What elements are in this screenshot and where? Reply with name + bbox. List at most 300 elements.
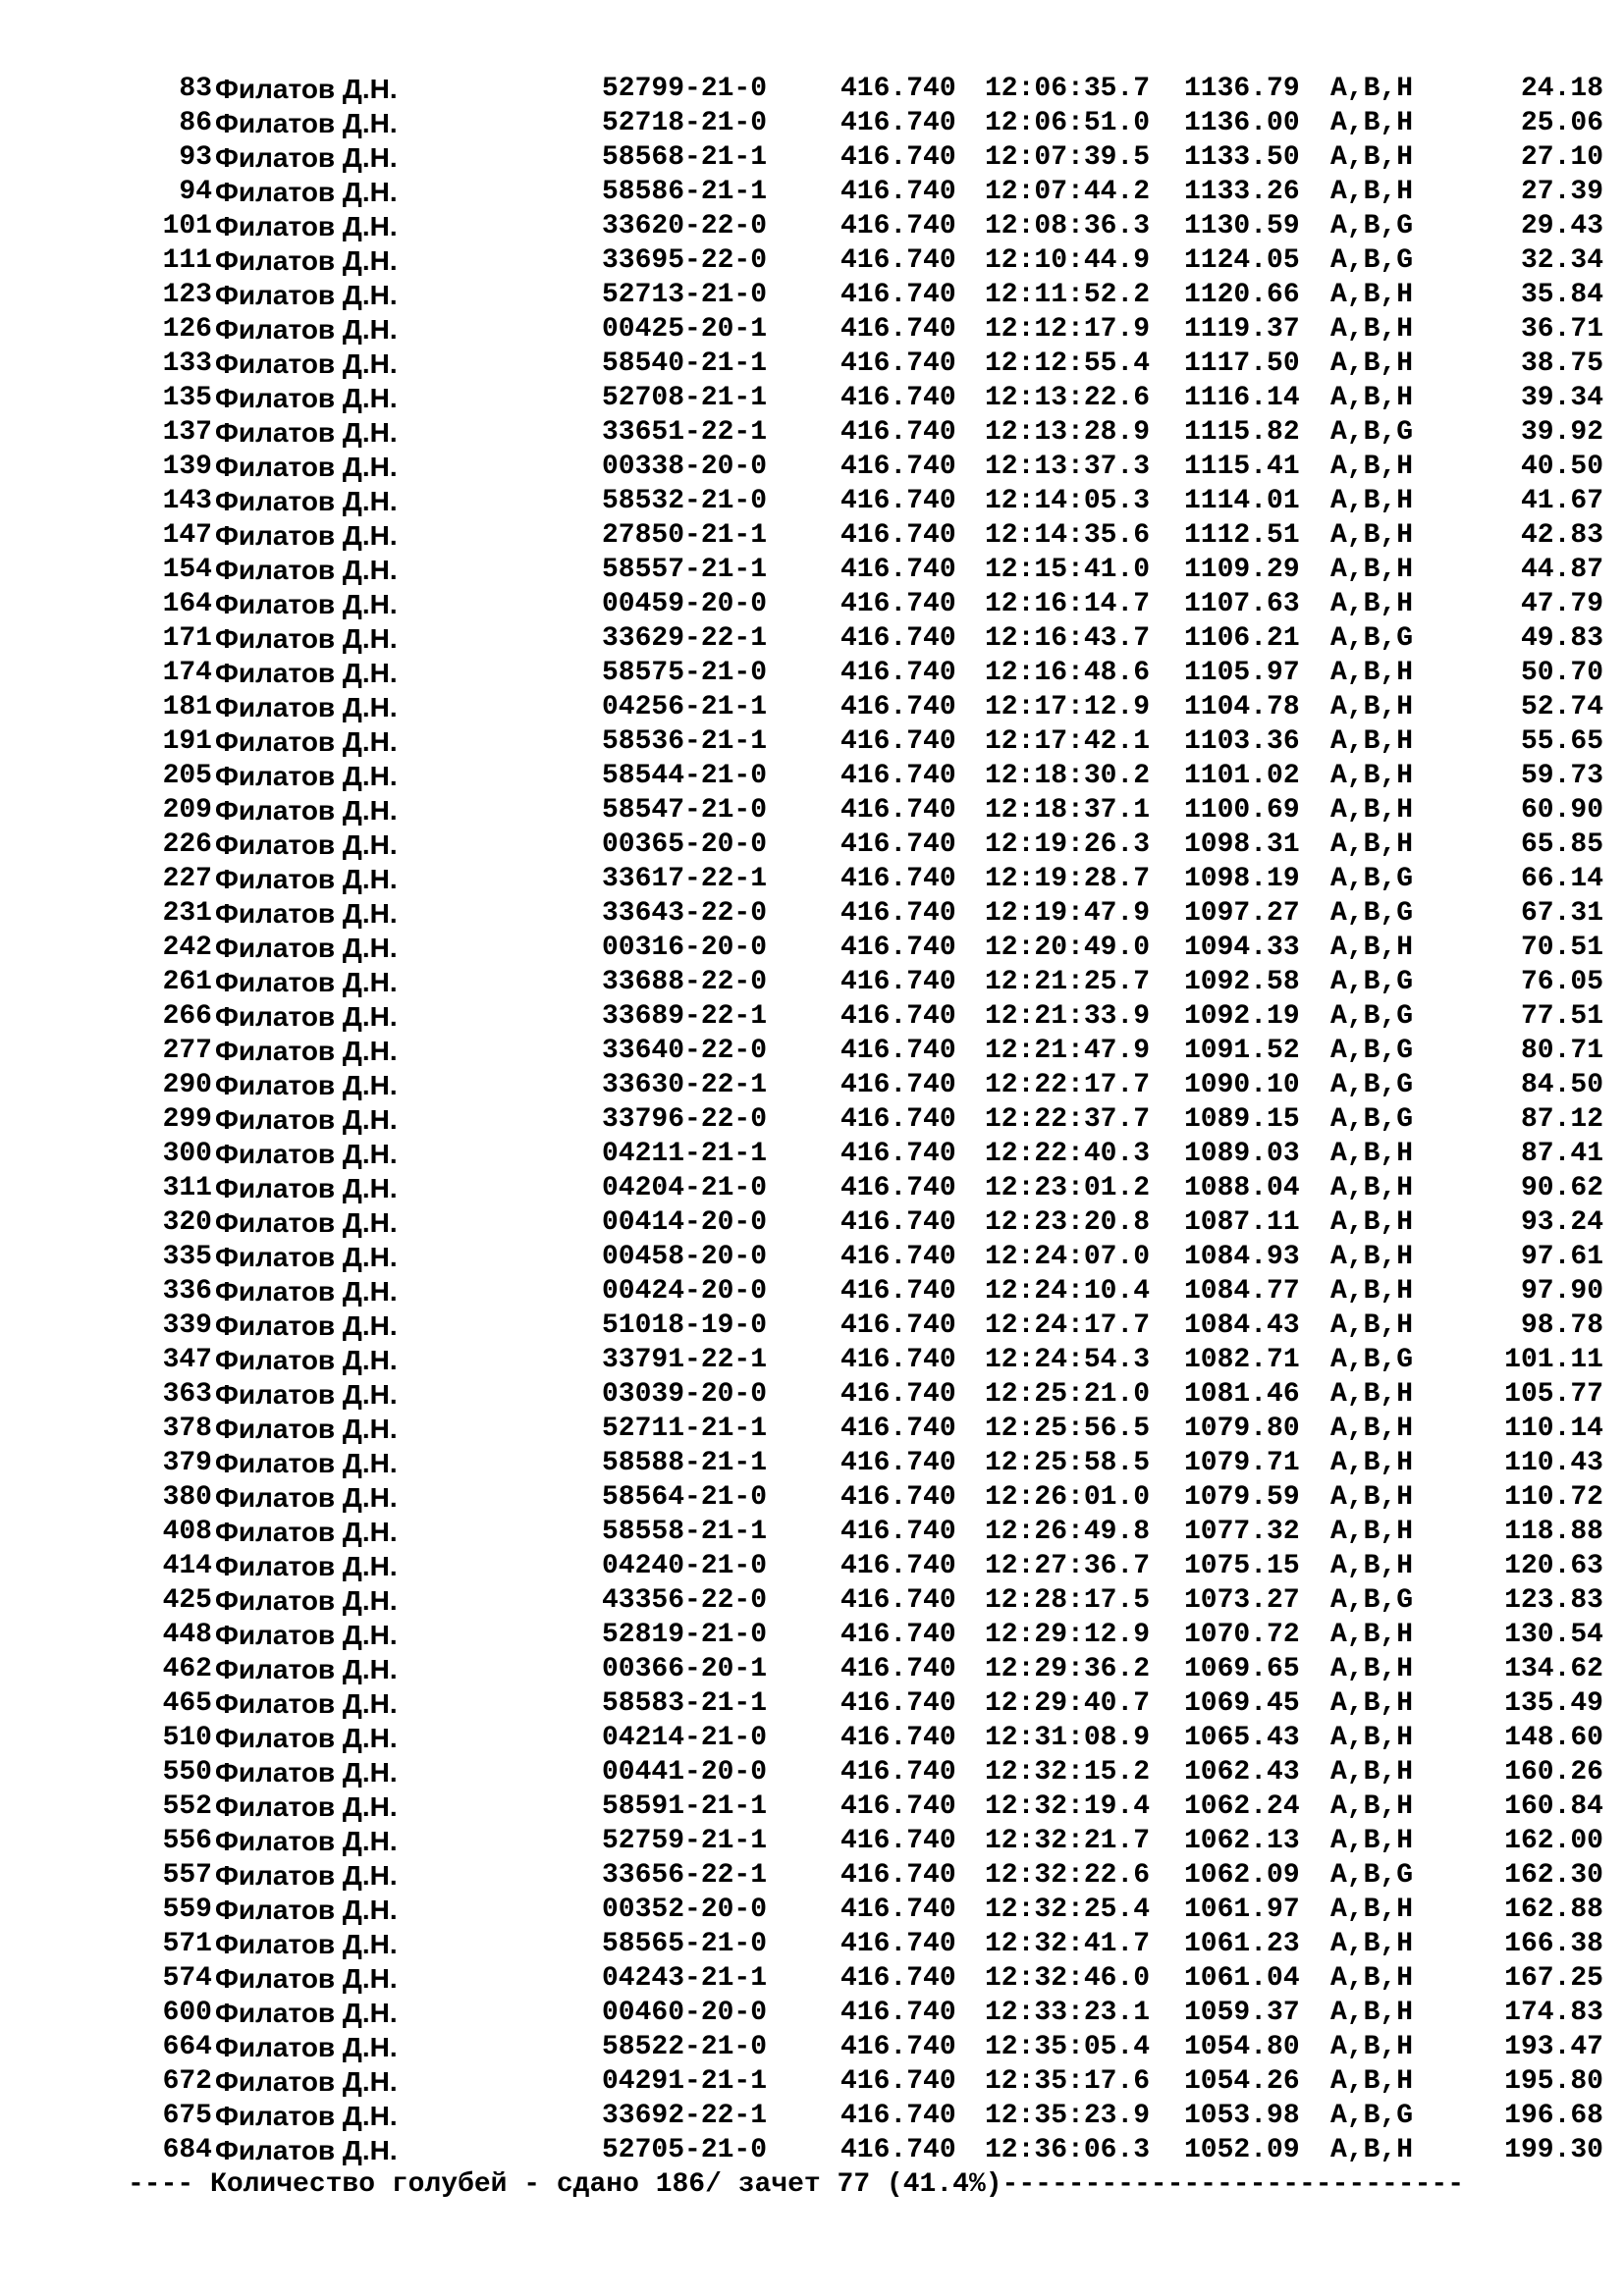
ring-number-cell: 04256-21-1	[602, 692, 768, 722]
arrival-time-cell: 12:32:21.7	[985, 1826, 1151, 1856]
fancier-name-cell: Филатов Д.Н.	[215, 1139, 398, 1169]
category-cell: A,B,G	[1330, 864, 1414, 894]
fancier-name-cell: Филатов Д.Н.	[215, 967, 398, 997]
coefficient-cell: 160.84	[1504, 1791, 1603, 1822]
distance-cell: 416.740	[840, 2135, 956, 2165]
table-row	[0, 965, 1624, 999]
arrival-time-cell: 12:26:49.8	[985, 1517, 1151, 1547]
arrival-time-cell: 12:32:41.7	[985, 1929, 1151, 1959]
ring-number-cell: 58575-21-0	[602, 658, 768, 688]
fancier-name-cell: Филатов Д.Н.	[215, 280, 398, 310]
ring-number-cell: 00338-20-0	[602, 452, 768, 482]
fancier-name-cell: Филатов Д.Н.	[215, 1998, 398, 2028]
arrival-time-cell: 12:29:36.2	[985, 1654, 1151, 1684]
coefficient-cell: 65.85	[1520, 829, 1603, 860]
ring-number-cell: 52713-21-0	[602, 280, 768, 310]
fancier-name-cell: Филатов Д.Н.	[215, 1757, 398, 1788]
ring-number-cell: 33640-22-0	[602, 1036, 768, 1066]
distance-cell: 416.740	[840, 108, 956, 138]
table-row	[0, 106, 1624, 140]
coefficient-cell: 47.79	[1520, 589, 1603, 619]
ring-number-cell: 00424-20-0	[602, 1276, 768, 1307]
category-cell: A,B,H	[1330, 348, 1414, 379]
fancier-name-cell: Филатов Д.Н.	[215, 486, 398, 516]
coefficient-cell: 101.11	[1504, 1345, 1603, 1375]
fancier-name-cell: Филатов Д.Н.	[215, 177, 398, 207]
place-cell: 559	[162, 1895, 212, 1925]
fancier-name-cell: Филатов Д.Н.	[215, 245, 398, 276]
table-row	[0, 175, 1624, 209]
distance-cell: 416.740	[840, 1276, 956, 1307]
ring-number-cell: 52708-21-1	[602, 383, 768, 413]
ring-number-cell: 33791-22-1	[602, 1345, 768, 1375]
fancier-name-cell: Филатов Д.Н.	[215, 829, 398, 860]
fancier-name-cell: Филатов Д.Н.	[215, 1791, 398, 1822]
category-cell: A,B,H	[1330, 829, 1414, 860]
category-cell: A,B,G	[1330, 245, 1414, 276]
coefficient-cell: 90.62	[1520, 1173, 1603, 1203]
coefficient-cell: 44.87	[1520, 555, 1603, 585]
fancier-name-cell: Филатов Д.Н.	[215, 1173, 398, 1203]
ring-number-cell: 00365-20-0	[602, 829, 768, 860]
coefficient-cell: 87.41	[1520, 1139, 1603, 1169]
place-cell: 299	[162, 1104, 212, 1135]
arrival-time-cell: 12:22:17.7	[985, 1070, 1151, 1100]
distance-cell: 416.740	[840, 211, 956, 241]
ring-number-cell: 52718-21-0	[602, 108, 768, 138]
distance-cell: 416.740	[840, 1860, 956, 1891]
speed-cell: 1061.04	[1184, 1963, 1300, 1994]
coefficient-cell: 97.90	[1520, 1276, 1603, 1307]
fancier-name-cell: Филатов Д.Н.	[215, 1654, 398, 1684]
distance-cell: 416.740	[840, 1001, 956, 1032]
place-cell: 135	[162, 383, 212, 413]
arrival-time-cell: 12:16:43.7	[985, 623, 1151, 654]
fancier-name-cell: Филатов Д.Н.	[215, 658, 398, 688]
table-row	[0, 1893, 1624, 1927]
category-cell: A,B,H	[1330, 177, 1414, 207]
speed-cell: 1054.26	[1184, 2066, 1300, 2097]
ring-number-cell: 03039-20-0	[602, 1379, 768, 1410]
ring-number-cell: 52705-21-0	[602, 2135, 768, 2165]
speed-cell: 1098.31	[1184, 829, 1300, 860]
results-table	[0, 72, 1624, 2167]
ring-number-cell: 58565-21-0	[602, 1929, 768, 1959]
speed-cell: 1097.27	[1184, 898, 1300, 929]
category-cell: A,B,H	[1330, 1895, 1414, 1925]
distance-cell: 416.740	[840, 2032, 956, 2062]
coefficient-cell: 110.43	[1504, 1448, 1603, 1478]
ring-number-cell: 58568-21-1	[602, 142, 768, 173]
distance-cell: 416.740	[840, 1379, 956, 1410]
category-cell: A,B,H	[1330, 1654, 1414, 1684]
place-cell: 336	[162, 1276, 212, 1307]
ring-number-cell: 04211-21-1	[602, 1139, 768, 1169]
speed-cell: 1070.72	[1184, 1620, 1300, 1650]
place-cell: 380	[162, 1482, 212, 1513]
arrival-time-cell: 12:24:07.0	[985, 1242, 1151, 1272]
place-cell: 174	[162, 658, 212, 688]
category-cell: A,B,H	[1330, 1723, 1414, 1753]
distance-cell: 416.740	[840, 2066, 956, 2097]
category-cell: A,B,H	[1330, 1242, 1414, 1272]
speed-cell: 1079.71	[1184, 1448, 1300, 1478]
coefficient-cell: 29.43	[1520, 211, 1603, 241]
table-row	[0, 1205, 1624, 1240]
fancier-name-cell: Филатов Д.Н.	[215, 108, 398, 138]
place-cell: 335	[162, 1242, 212, 1272]
speed-cell: 1061.97	[1184, 1895, 1300, 1925]
fancier-name-cell: Филатов Д.Н.	[215, 1688, 398, 1719]
distance-cell: 416.740	[840, 967, 956, 997]
distance-cell: 416.740	[840, 486, 956, 516]
ring-number-cell: 33695-22-0	[602, 245, 768, 276]
ring-number-cell: 33651-22-1	[602, 417, 768, 448]
speed-cell: 1089.15	[1184, 1104, 1300, 1135]
distance-cell: 416.740	[840, 520, 956, 551]
arrival-time-cell: 12:18:30.2	[985, 761, 1151, 791]
place-cell: 123	[162, 280, 212, 310]
table-row	[0, 1652, 1624, 1686]
place-cell: 378	[162, 1414, 212, 1444]
category-cell: A,B,G	[1330, 1001, 1414, 1032]
category-cell: A,B,H	[1330, 383, 1414, 413]
distance-cell: 416.740	[840, 1654, 956, 1684]
speed-cell: 1065.43	[1184, 1723, 1300, 1753]
fancier-name-cell: Филатов Д.Н.	[215, 1551, 398, 1581]
ring-number-cell: 58532-21-0	[602, 486, 768, 516]
coefficient-cell: 105.77	[1504, 1379, 1603, 1410]
distance-cell: 416.740	[840, 1757, 956, 1788]
speed-cell: 1053.98	[1184, 2101, 1300, 2131]
arrival-time-cell: 12:21:33.9	[985, 1001, 1151, 1032]
distance-cell: 416.740	[840, 761, 956, 791]
coefficient-cell: 41.67	[1520, 486, 1603, 516]
table-row	[0, 724, 1624, 759]
coefficient-cell: 27.39	[1520, 177, 1603, 207]
distance-cell: 416.740	[840, 1414, 956, 1444]
speed-cell: 1069.65	[1184, 1654, 1300, 1684]
speed-cell: 1136.00	[1184, 108, 1300, 138]
distance-cell: 416.740	[840, 1070, 956, 1100]
speed-cell: 1136.79	[1184, 74, 1300, 104]
speed-cell: 1133.26	[1184, 177, 1300, 207]
category-cell: A,B,H	[1330, 1414, 1414, 1444]
fancier-name-cell: Филатов Д.Н.	[215, 726, 398, 757]
ring-number-cell: 51018-19-0	[602, 1310, 768, 1341]
speed-cell: 1075.15	[1184, 1551, 1300, 1581]
coefficient-cell: 118.88	[1504, 1517, 1603, 1547]
distance-cell: 416.740	[840, 623, 956, 654]
speed-cell: 1087.11	[1184, 1207, 1300, 1238]
arrival-time-cell: 12:32:15.2	[985, 1757, 1151, 1788]
coefficient-cell: 32.34	[1520, 245, 1603, 276]
distance-cell: 416.740	[840, 1585, 956, 1616]
distance-cell: 416.740	[840, 1139, 956, 1169]
fancier-name-cell: Филатов Д.Н.	[215, 1963, 398, 1994]
place-cell: 242	[162, 933, 212, 963]
place-cell: 133	[162, 348, 212, 379]
coefficient-cell: 66.14	[1520, 864, 1603, 894]
fancier-name-cell: Филатов Д.Н.	[215, 1929, 398, 1959]
coefficient-cell: 67.31	[1520, 898, 1603, 929]
arrival-time-cell: 12:10:44.9	[985, 245, 1151, 276]
speed-cell: 1059.37	[1184, 1998, 1300, 2028]
coefficient-cell: 196.68	[1504, 2101, 1603, 2131]
arrival-time-cell: 12:24:54.3	[985, 1345, 1151, 1375]
arrival-time-cell: 12:25:58.5	[985, 1448, 1151, 1478]
category-cell: A,B,H	[1330, 1620, 1414, 1650]
fancier-name-cell: Филатов Д.Н.	[215, 314, 398, 345]
table-row	[0, 896, 1624, 931]
fancier-name-cell: Филатов Д.Н.	[215, 348, 398, 379]
ring-number-cell: 58591-21-1	[602, 1791, 768, 1822]
coefficient-cell: 160.26	[1504, 1757, 1603, 1788]
arrival-time-cell: 12:15:41.0	[985, 555, 1151, 585]
ring-number-cell: 58583-21-1	[602, 1688, 768, 1719]
fancier-name-cell: Филатов Д.Н.	[215, 1482, 398, 1513]
coefficient-cell: 193.47	[1504, 2032, 1603, 2062]
table-row	[0, 1034, 1624, 1068]
distance-cell: 416.740	[840, 829, 956, 860]
place-cell: 171	[162, 623, 212, 654]
arrival-time-cell: 12:12:55.4	[985, 348, 1151, 379]
speed-cell: 1115.82	[1184, 417, 1300, 448]
fancier-name-cell: Филатов Д.Н.	[215, 1517, 398, 1547]
category-cell: A,B,G	[1330, 1860, 1414, 1891]
arrival-time-cell: 12:17:12.9	[985, 692, 1151, 722]
fancier-name-cell: Филатов Д.Н.	[215, 589, 398, 619]
arrival-time-cell: 12:07:44.2	[985, 177, 1151, 207]
table-row	[0, 690, 1624, 724]
ring-number-cell: 58564-21-0	[602, 1482, 768, 1513]
arrival-time-cell: 12:08:36.3	[985, 211, 1151, 241]
ring-number-cell: 52759-21-1	[602, 1826, 768, 1856]
ring-number-cell: 33688-22-0	[602, 967, 768, 997]
table-row	[0, 1583, 1624, 1618]
coefficient-cell: 98.78	[1520, 1310, 1603, 1341]
coefficient-cell: 162.00	[1504, 1826, 1603, 1856]
speed-cell: 1103.36	[1184, 726, 1300, 757]
table-row	[0, 656, 1624, 690]
arrival-time-cell: 12:12:17.9	[985, 314, 1151, 345]
coefficient-cell: 110.14	[1504, 1414, 1603, 1444]
ring-number-cell: 33796-22-0	[602, 1104, 768, 1135]
speed-cell: 1094.33	[1184, 933, 1300, 963]
ring-number-cell: 00316-20-0	[602, 933, 768, 963]
speed-cell: 1092.19	[1184, 1001, 1300, 1032]
fancier-name-cell: Филатов Д.Н.	[215, 383, 398, 413]
table-row	[0, 278, 1624, 312]
category-cell: A,B,H	[1330, 1379, 1414, 1410]
table-row	[0, 2064, 1624, 2099]
arrival-time-cell: 12:07:39.5	[985, 142, 1151, 173]
speed-cell: 1112.51	[1184, 520, 1300, 551]
distance-cell: 416.740	[840, 795, 956, 826]
table-row	[0, 2099, 1624, 2133]
coefficient-cell: 38.75	[1520, 348, 1603, 379]
table-row	[0, 1240, 1624, 1274]
coefficient-cell: 167.25	[1504, 1963, 1603, 1994]
ring-number-cell: 58558-21-1	[602, 1517, 768, 1547]
place-cell: 266	[162, 1001, 212, 1032]
speed-cell: 1098.19	[1184, 864, 1300, 894]
speed-cell: 1116.14	[1184, 383, 1300, 413]
arrival-time-cell: 12:14:35.6	[985, 520, 1151, 551]
place-cell: 126	[162, 314, 212, 345]
category-cell: A,B,H	[1330, 692, 1414, 722]
table-row	[0, 1858, 1624, 1893]
place-cell: 137	[162, 417, 212, 448]
distance-cell: 416.740	[840, 933, 956, 963]
place-cell: 363	[162, 1379, 212, 1410]
fancier-name-cell: Филатов Д.Н.	[215, 1414, 398, 1444]
speed-cell: 1105.97	[1184, 658, 1300, 688]
place-cell: 672	[162, 2066, 212, 2097]
arrival-time-cell: 12:18:37.1	[985, 795, 1151, 826]
speed-cell: 1062.13	[1184, 1826, 1300, 1856]
category-cell: A,B,H	[1330, 1929, 1414, 1959]
coefficient-cell: 36.71	[1520, 314, 1603, 345]
ring-number-cell: 00460-20-0	[602, 1998, 768, 2028]
distance-cell: 416.740	[840, 1998, 956, 2028]
ring-number-cell: 33617-22-1	[602, 864, 768, 894]
table-row	[0, 2030, 1624, 2064]
arrival-time-cell: 12:29:12.9	[985, 1620, 1151, 1650]
arrival-time-cell: 12:35:17.6	[985, 2066, 1151, 2097]
ring-number-cell: 00425-20-1	[602, 314, 768, 345]
ring-number-cell: 52819-21-0	[602, 1620, 768, 1650]
coefficient-cell: 199.30	[1504, 2135, 1603, 2165]
ring-number-cell: 58544-21-0	[602, 761, 768, 791]
category-cell: A,B,H	[1330, 726, 1414, 757]
ring-number-cell: 00458-20-0	[602, 1242, 768, 1272]
arrival-time-cell: 12:29:40.7	[985, 1688, 1151, 1719]
arrival-time-cell: 12:36:06.3	[985, 2135, 1151, 2165]
speed-cell: 1120.66	[1184, 280, 1300, 310]
distance-cell: 416.740	[840, 1620, 956, 1650]
category-cell: A,B,H	[1330, 2032, 1414, 2062]
ring-number-cell: 04214-21-0	[602, 1723, 768, 1753]
speed-cell: 1084.93	[1184, 1242, 1300, 1272]
distance-cell: 416.740	[840, 1448, 956, 1478]
summary-line	[0, 2167, 1624, 2202]
coefficient-cell: 195.80	[1504, 2066, 1603, 2097]
distance-cell: 416.740	[840, 1551, 956, 1581]
results-sheet	[0, 72, 1624, 2202]
speed-cell: 1124.05	[1184, 245, 1300, 276]
ring-number-cell: 52799-21-0	[602, 74, 768, 104]
table-row	[0, 1961, 1624, 1996]
fancier-name-cell: Филатов Д.Н.	[215, 1826, 398, 1856]
fancier-name-cell: Филатов Д.Н.	[215, 1104, 398, 1135]
category-cell: A,B,H	[1330, 1139, 1414, 1169]
place-cell: 425	[162, 1585, 212, 1616]
category-cell: A,B,H	[1330, 486, 1414, 516]
ring-number-cell: 04204-21-0	[602, 1173, 768, 1203]
category-cell: A,B,H	[1330, 555, 1414, 585]
table-row	[0, 1789, 1624, 1824]
fancier-name-cell: Филатов Д.Н.	[215, 1379, 398, 1410]
arrival-time-cell: 12:32:19.4	[985, 1791, 1151, 1822]
place-cell: 462	[162, 1654, 212, 1684]
fancier-name-cell: Филатов Д.Н.	[215, 1620, 398, 1650]
coefficient-cell: 80.71	[1520, 1036, 1603, 1066]
fancier-name-cell: Филатов Д.Н.	[215, 1001, 398, 1032]
category-cell: A,B,H	[1330, 1757, 1414, 1788]
speed-cell: 1107.63	[1184, 589, 1300, 619]
place-cell: 675	[162, 2101, 212, 2131]
distance-cell: 416.740	[840, 1791, 956, 1822]
category-cell: A,B,H	[1330, 314, 1414, 345]
category-cell: A,B,H	[1330, 74, 1414, 104]
table-row	[0, 1377, 1624, 1412]
distance-cell: 416.740	[840, 1826, 956, 1856]
distance-cell: 416.740	[840, 177, 956, 207]
arrival-time-cell: 12:20:49.0	[985, 933, 1151, 963]
category-cell: A,B,H	[1330, 1826, 1414, 1856]
table-row	[0, 999, 1624, 1034]
place-cell: 111	[162, 245, 212, 276]
coefficient-cell: 25.06	[1520, 108, 1603, 138]
coefficient-cell: 39.34	[1520, 383, 1603, 413]
ring-number-cell: 33656-22-1	[602, 1860, 768, 1891]
coefficient-cell: 110.72	[1504, 1482, 1603, 1513]
coefficient-cell: 55.65	[1520, 726, 1603, 757]
fancier-name-cell: Филатов Д.Н.	[215, 1345, 398, 1375]
place-cell: 227	[162, 864, 212, 894]
place-cell: 510	[162, 1723, 212, 1753]
place-cell: 311	[162, 1173, 212, 1203]
place-cell: 379	[162, 1448, 212, 1478]
arrival-time-cell: 12:23:20.8	[985, 1207, 1151, 1238]
distance-cell: 416.740	[840, 1688, 956, 1719]
distance-cell: 416.740	[840, 2101, 956, 2131]
category-cell: A,B,H	[1330, 1551, 1414, 1581]
table-row	[0, 484, 1624, 518]
category-cell: A,B,H	[1330, 1963, 1414, 1994]
category-cell: A,B,G	[1330, 1345, 1414, 1375]
coefficient-cell: 42.83	[1520, 520, 1603, 551]
place-cell: 93	[179, 142, 212, 173]
fancier-name-cell: Филатов Д.Н.	[215, 692, 398, 722]
coefficient-cell: 135.49	[1504, 1688, 1603, 1719]
table-row	[0, 759, 1624, 793]
speed-cell: 1130.59	[1184, 211, 1300, 241]
category-cell: A,B,G	[1330, 417, 1414, 448]
table-row	[0, 243, 1624, 278]
category-cell: A,B,H	[1330, 761, 1414, 791]
speed-cell: 1115.41	[1184, 452, 1300, 482]
arrival-time-cell: 12:22:37.7	[985, 1104, 1151, 1135]
distance-cell: 416.740	[840, 1242, 956, 1272]
ring-number-cell: 04243-21-1	[602, 1963, 768, 1994]
coefficient-cell: 166.38	[1504, 1929, 1603, 1959]
distance-cell: 416.740	[840, 1929, 956, 1959]
fancier-name-cell: Филатов Д.Н.	[215, 74, 398, 104]
coefficient-cell: 84.50	[1520, 1070, 1603, 1100]
speed-cell: 1077.32	[1184, 1517, 1300, 1547]
coefficient-cell: 148.60	[1504, 1723, 1603, 1753]
place-cell: 164	[162, 589, 212, 619]
place-cell: 574	[162, 1963, 212, 1994]
table-row	[0, 1171, 1624, 1205]
speed-cell: 1089.03	[1184, 1139, 1300, 1169]
place-cell: 83	[179, 74, 212, 104]
speed-cell: 1081.46	[1184, 1379, 1300, 1410]
ring-number-cell: 58557-21-1	[602, 555, 768, 585]
distance-cell: 416.740	[840, 864, 956, 894]
